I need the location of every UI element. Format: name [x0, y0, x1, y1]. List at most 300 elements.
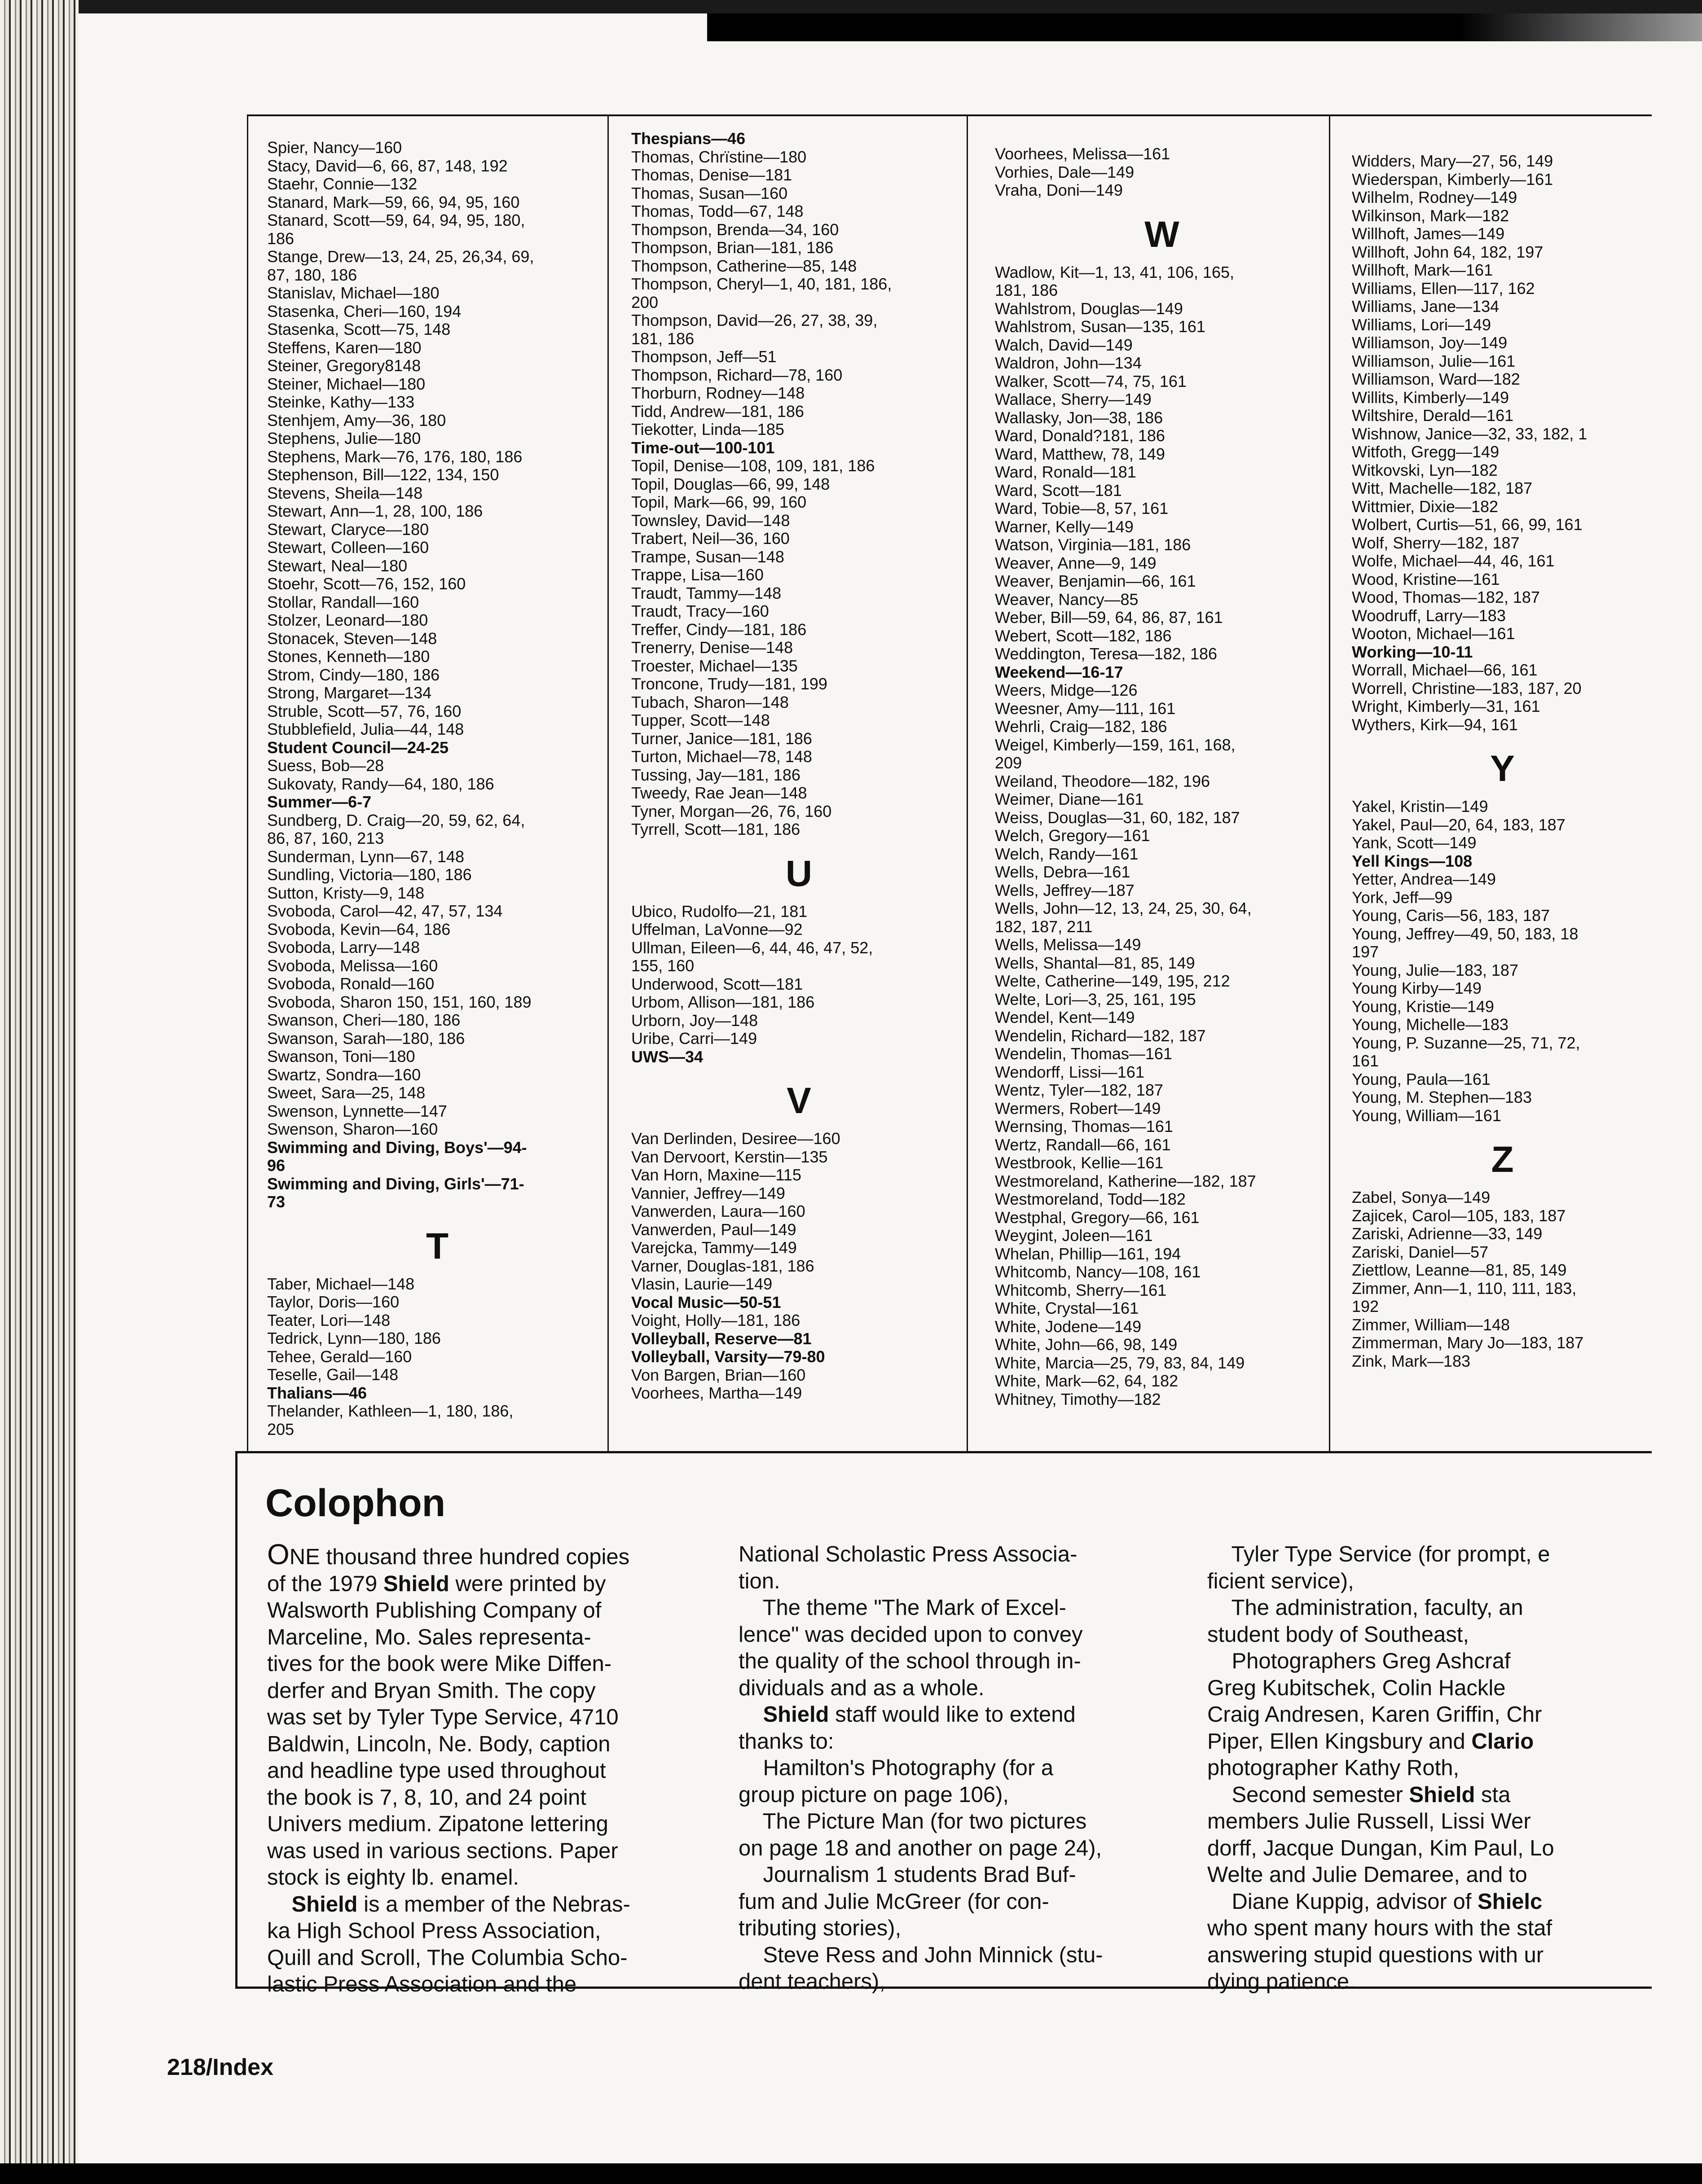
colophon-text: the book is 7, 8, 10, and 24 point [267, 1785, 587, 1810]
index-entry: Zimmerman, Mary Jo—183, 187 [1352, 1333, 1584, 1352]
index-entry: Whitcomb, Nancy—108, 161 [995, 1263, 1201, 1281]
colophon-text: Greg Kubitschek, Colin Hackle [1207, 1675, 1506, 1700]
colophon-line [267, 1678, 630, 1705]
index-entry: Ubico, Rudolfo—21, 181 [631, 902, 808, 921]
index-entry: Thelander, Kathleen—1, 180, 186, [267, 1402, 514, 1420]
index-entry: Young, Michelle—183 [1352, 1015, 1508, 1034]
index-entry: Wiederspan, Kimberly—161 [1352, 170, 1553, 189]
index-entry: Stollar, Randall—160 [267, 592, 419, 611]
colophon-line [1207, 1889, 1652, 1916]
index-entry: Wells, Debra—161 [995, 863, 1130, 881]
index-entry: York, Jeff—99 [1352, 888, 1453, 907]
index-entry: Urbom, Allison—181, 186 [631, 993, 815, 1011]
index-entry: Ward, Matthew, 78, 149 [995, 444, 1165, 463]
index-entry: Vorhies, Dale—149 [995, 162, 1135, 181]
colophon-column-1 [267, 1538, 630, 1998]
index-entry: Swartz, Sondra—160 [267, 1065, 421, 1084]
index-entry: Welte, Lori—3, 25, 161, 195 [995, 990, 1196, 1009]
index-entry: Wadlow, Kit—1, 13, 41, 106, 165, [995, 263, 1234, 281]
index-entry: Zariski, Daniel—57 [1352, 1242, 1489, 1261]
index-entry: Wythers, Kirk—94, 161 [1352, 715, 1518, 734]
index-entry: Swenson, Sharon—160 [267, 1120, 438, 1138]
index-entry: Westphal, Gregory—66, 161 [995, 1208, 1200, 1227]
top-edge-shadow [707, 13, 1702, 41]
index-entry: Topil, Mark—66, 99, 160 [631, 493, 807, 511]
colophon-line [1207, 1728, 1652, 1755]
colophon-line [267, 1918, 630, 1945]
index-entry: Ullman, Eileen—6, 44, 46, 47, 52, [631, 938, 873, 957]
index-entry: Stephens, Julie—180 [267, 429, 421, 447]
index-entry: Thorburn, Rodney—148 [631, 384, 805, 402]
colophon-line [1207, 1702, 1652, 1728]
index-entry: Westmoreland, Todd—182 [995, 1190, 1186, 1208]
colophon-line [739, 1702, 1103, 1728]
index-entry: Thompson, Richard—78, 160 [631, 365, 843, 384]
colophon-line [267, 1945, 630, 1972]
index-entry: Wood, Kristine—161 [1352, 570, 1500, 588]
colophon-text: was used in various sections. Paper [267, 1838, 618, 1863]
colophon-text: was set by Tyler Type Service, 4710 [267, 1705, 619, 1729]
colophon-line [267, 1864, 630, 1891]
index-entry: Wright, Kimberly—31, 161 [1352, 697, 1540, 715]
index-entry: Wertz, Randall—66, 161 [995, 1135, 1171, 1154]
index-entry: Wolbert, Curtis—51, 66, 99, 161 [1352, 515, 1583, 534]
index-entry: Zink, Mark—183 [1352, 1351, 1471, 1370]
index-entry: Woodruff, Larry—183 [1352, 606, 1506, 625]
index-topic-entry: Working—10-11 [1352, 642, 1473, 661]
index-entry: Thompson, David—26, 27, 38, 39, [631, 311, 878, 329]
index-entry: Uribe, Carri—149 [631, 1029, 757, 1048]
index-entry: Weddington, Teresa—182, 186 [995, 645, 1218, 663]
index-entry: Stones, Kenneth—180 [267, 647, 430, 666]
index-entry: Stubblefield, Julia—44, 148 [267, 720, 464, 738]
index-entry: Varner, Douglas-181, 186 [631, 1256, 814, 1275]
colophon-text: is a member of the Nebras- [357, 1892, 630, 1916]
index-entry: Tehee, Gerald—160 [267, 1347, 412, 1366]
index-entry: Swanson, Sarah—180, 186 [267, 1029, 465, 1048]
colophon-line [267, 1838, 630, 1865]
index-entry: Turton, Michael—78, 148 [631, 747, 812, 766]
colophon-line [739, 1728, 1103, 1755]
index-entry: Willhoft, Mark—161 [1352, 261, 1493, 279]
index-entry: Teselle, Gail—148 [267, 1365, 399, 1384]
colophon-line [1207, 1942, 1652, 1969]
index-entry: Welte, Catherine—149, 195, 212 [995, 972, 1230, 990]
index-entry: Williams, Ellen—117, 162 [1352, 279, 1535, 298]
index-entry: Waldron, John—134 [995, 354, 1142, 372]
index-entry: Welch, Gregory—161 [995, 826, 1150, 845]
index-entry: Thompson, Brian—181, 186 [631, 238, 834, 257]
colophon-text: National Scholastic Press Associa- [739, 1542, 1077, 1566]
colophon-line [1207, 1969, 1652, 1995]
index-column-2 [609, 116, 968, 1452]
colophon-text: The theme "The Mark of Excel- [739, 1596, 1066, 1620]
index-entry: Troester, Michael—135 [631, 656, 798, 675]
index-entry: Spier, Nancy—160 [267, 138, 402, 157]
index-entry: Wahlstrom, Douglas—149 [995, 299, 1183, 318]
index-entry: 155, 160 [631, 956, 695, 975]
index-entry: Wendorff, Lissi—161 [995, 1062, 1144, 1081]
index-entry: Worrall, Michael—66, 161 [1352, 661, 1538, 679]
index-entry: Young, Julie—183, 187 [1352, 960, 1518, 979]
index-entry: Weygint, Joleen—161 [995, 1226, 1153, 1245]
index-entry: Stewart, Ann—1, 28, 100, 186 [267, 502, 483, 520]
index-letter-heading: T [426, 1225, 449, 1267]
index-letter-heading: V [787, 1080, 811, 1121]
index-entry: Tedrick, Lynn—180, 186 [267, 1329, 441, 1347]
colophon-text: the quality of the school through in- [739, 1649, 1081, 1673]
index-entry: Young, M. Stephen—183 [1352, 1088, 1532, 1106]
index-entry: Zabel, Sonya—149 [1352, 1188, 1491, 1206]
colophon-text: lastic Press Association and the [267, 1972, 577, 1996]
colophon-text: NE thousand three hundred copies [289, 1545, 630, 1569]
index-entry: Stephenson, Bill—122, 134, 150 [267, 465, 499, 484]
index-entry: Wells, Melissa—149 [995, 935, 1141, 954]
index-entry: Tupper, Scott—148 [631, 711, 770, 729]
colophon-text: Craig Andresen, Karen Griffin, Chr [1207, 1702, 1542, 1727]
index-entry: 182, 187, 211 [995, 917, 1093, 936]
index-entry: Wells, Shantal—81, 85, 149 [995, 953, 1195, 972]
index-entry: Taylor, Doris—160 [267, 1293, 400, 1311]
colophon-text: Journalism 1 students Brad Buf- [739, 1863, 1076, 1887]
index-column-1 [248, 116, 609, 1452]
index-entry: Willhoft, John 64, 182, 197 [1352, 242, 1544, 261]
index-entry: Strong, Margaret—134 [267, 684, 432, 702]
colophon-line [1207, 1835, 1652, 1862]
index-entry: Welch, Randy—161 [995, 844, 1139, 863]
index-entry: Weimer, Diane—161 [995, 790, 1144, 808]
index-entry: Walch, David—149 [995, 335, 1133, 354]
index-entry: Whelan, Phillip—161, 194 [995, 1244, 1181, 1263]
index-entry: Weesner, Amy—111, 161 [995, 699, 1176, 718]
index-entry: Traudt, Tammy—148 [631, 583, 782, 602]
index-entry: Stacy, David—6, 66, 87, 148, 192 [267, 156, 508, 175]
index-entry: Wells, John—12, 13, 24, 25, 30, 64, [995, 899, 1252, 917]
index-entry: 192 [1352, 1297, 1379, 1316]
index-entry: Wallasky, Jon—38, 186 [995, 408, 1163, 427]
index-topic-entry: Volleyball, Varsity—79-80 [631, 1347, 825, 1366]
index-entry: Williamson, Julie—161 [1352, 351, 1516, 370]
index-entry: Witt, Machelle—182, 187 [1352, 479, 1533, 497]
index-entry: Swanson, Cheri—180, 186 [267, 1011, 461, 1029]
colophon-text: lence" was decided upon to convey [739, 1622, 1083, 1647]
index-entry: Von Bargen, Brian—160 [631, 1365, 806, 1384]
index-entry: Steiner, Gregory8148 [267, 356, 421, 375]
index-entry: 209 [995, 754, 1022, 772]
index-entry: Stoehr, Scott—76, 152, 160 [267, 575, 466, 593]
index-entry: Svoboda, Melissa—160 [267, 956, 438, 975]
index-entry: Van Horn, Maxine—115 [631, 1166, 801, 1184]
index-topic-entry: Swimming and Diving, Boys'—94- [267, 1138, 527, 1157]
index-entry: Weiss, Douglas—31, 60, 182, 187 [995, 808, 1240, 827]
index-entry: Wiltshire, Derald—161 [1352, 406, 1514, 425]
index-entry: Willits, Kimberly—149 [1352, 388, 1509, 407]
index-letter-heading: Z [1491, 1139, 1514, 1180]
colophon-line [267, 1704, 630, 1731]
index-entry: Vannier, Jeffrey—149 [631, 1184, 785, 1202]
index-entry: Sundling, Victoria—180, 186 [267, 865, 472, 884]
bottom-edge-shadow [0, 2163, 1702, 2184]
index-entry: Strom, Cindy—180, 186 [267, 665, 440, 684]
colophon-text: O [267, 1538, 290, 1570]
index-entry: Thomas, Susan—160 [631, 184, 788, 202]
index-entry: Wendelin, Thomas—161 [995, 1044, 1172, 1063]
index-entry: Walker, Scott—74, 75, 161 [995, 372, 1187, 390]
colophon-text: Photographers Greg Ashcraf [1207, 1649, 1511, 1673]
colophon-text: sta [1475, 1782, 1511, 1807]
index-topic-entry: Thespians—46 [631, 129, 746, 148]
index-entry: Williamson, Joy—149 [1352, 333, 1508, 352]
index-entry: Weers, Midge—126 [995, 681, 1138, 699]
colophon-line [1207, 1862, 1652, 1889]
colophon-line [267, 1597, 630, 1624]
index-entry: Stonacek, Steven—148 [267, 629, 437, 648]
colophon-line [267, 1758, 630, 1785]
index-entry: Svoboda, Larry—148 [267, 938, 420, 956]
index-entry: Vanwerden, Paul—149 [631, 1220, 796, 1239]
index-entry: Stevens, Sheila—148 [267, 483, 423, 502]
index-entry: 161 [1352, 1052, 1379, 1070]
page-footer: 218/Index [167, 2054, 274, 2080]
colophon-line [1207, 1622, 1652, 1649]
index-entry: Young, Jeffrey—49, 50, 183, 18 [1352, 924, 1579, 943]
colophon-text: answering stupid questions with ur [1207, 1943, 1544, 1967]
colophon-line [739, 1541, 1103, 1568]
index-column-3 [968, 116, 1330, 1452]
colophon-text: dividuals and as a whole. [739, 1675, 985, 1700]
index-entry: White, Mark—62, 64, 182 [995, 1372, 1179, 1390]
colophon-bold-text: Shield [1409, 1782, 1475, 1807]
index-entry: Young Kirby—149 [1352, 979, 1482, 997]
colophon-line [739, 1675, 1103, 1702]
colophon-text: dent teachers), [739, 1969, 885, 1994]
index-entry: Wooton, Michael—161 [1352, 624, 1515, 643]
index-entry: Wendelin, Richard—182, 187 [995, 1026, 1206, 1045]
index-entry: Svoboda, Carol—42, 47, 57, 134 [267, 902, 503, 920]
index-entry: Underwood, Scott—181 [631, 974, 803, 993]
colophon-text: group picture on page 106), [739, 1782, 1009, 1807]
colophon-line [267, 1731, 630, 1758]
index-entry: Trappe, Lisa—160 [631, 566, 764, 584]
index-entry: Stewart, Neal—180 [267, 556, 408, 575]
index-entry: Tyrrell, Scott—181, 186 [631, 820, 800, 838]
index-entry: Ward, Donald?181, 186 [995, 426, 1165, 445]
index-entry: Trabert, Neil—36, 160 [631, 529, 790, 548]
index-entry: 186 [267, 229, 295, 248]
colophon-bold-text: Clario [1471, 1729, 1534, 1754]
index-entry: Voorhees, Melissa—161 [995, 145, 1170, 163]
index-entry: Staehr, Connie—132 [267, 175, 418, 193]
book-spine-edge [0, 0, 79, 2184]
index-entry: Whitcomb, Sherry—161 [995, 1281, 1167, 1299]
index-entry: Townsley, David—148 [631, 511, 790, 530]
colophon-bold-text: Shielc [1477, 1889, 1543, 1914]
index-entry: Tidd, Andrew—181, 186 [631, 402, 804, 421]
index-entry: Topil, Douglas—66, 99, 148 [631, 474, 830, 493]
colophon-text: tion. [739, 1569, 780, 1593]
colophon-line [739, 1568, 1103, 1595]
index-entry: Stephens, Mark—76, 176, 180, 186 [267, 447, 523, 466]
index-entry: Struble, Scott—57, 76, 160 [267, 702, 462, 720]
index-entry: White, Crystal—161 [995, 1299, 1139, 1317]
index-entry: Treffer, Cindy—181, 186 [631, 620, 807, 639]
colophon-line [739, 1862, 1103, 1889]
index-entry: Wittmier, Dixie—182 [1352, 497, 1499, 516]
index-entry: Wallace, Sherry—149 [995, 390, 1152, 408]
index-entry: Young, William—161 [1352, 1106, 1501, 1125]
colophon-line [1207, 1808, 1652, 1835]
index-topic-entry: Thalians—46 [267, 1383, 367, 1402]
index-entry: Thomas, Chrïstine—180 [631, 147, 807, 166]
index-entry: Weber, Bill—59, 64, 86, 87, 161 [995, 608, 1223, 627]
colophon-text: were printed by [449, 1571, 606, 1596]
index-topic-entry: Volleyball, Reserve—81 [631, 1329, 812, 1348]
index-entry: Witkovski, Lyn—182 [1352, 460, 1498, 479]
index-entry: Sweet, Sara—25, 148 [267, 1083, 426, 1102]
index-entry: Vraha, Doni—149 [995, 181, 1123, 199]
colophon-line [1207, 1595, 1652, 1622]
index-entry: Wolfe, Michael—44, 46, 161 [1352, 552, 1555, 570]
index-entry: Tussing, Jay—181, 186 [631, 765, 800, 784]
colophon-text: members Julie Russell, Lissi Wer [1207, 1809, 1531, 1833]
index-topic-entry: Yell Kings—108 [1352, 851, 1473, 870]
index-topic-entry: Student Council—24-25 [267, 738, 449, 757]
index-entry: Thompson, Jeff—51 [631, 347, 777, 366]
index-entry: Svoboda, Sharon 150, 151, 160, 189 [267, 992, 532, 1011]
colophon-text: photographer Kathy Roth, [1207, 1756, 1460, 1780]
index-letter-heading: U [785, 853, 813, 894]
index-entry: Troncone, Trudy—181, 199 [631, 675, 827, 693]
index-entry: 200 [631, 293, 659, 311]
colophon-text: Walsworth Publishing Company of [267, 1598, 602, 1623]
index-entry: Tubach, Sharon—148 [631, 693, 789, 711]
index-entry: Worrell, Christine—183, 187, 20 [1352, 679, 1582, 697]
colophon-text: Marceline, Mo. Sales representa- [267, 1625, 591, 1649]
index-entry: Stewart, Colleen—160 [267, 538, 429, 557]
colophon-text: Piper, Ellen Kingsbury and [1207, 1729, 1472, 1754]
index-entry: Weiland, Theodore—182, 196 [995, 772, 1210, 790]
colophon-bold-text: Shield [383, 1571, 449, 1596]
index-entry: Topil, Denise—108, 109, 181, 186 [631, 456, 875, 475]
index-entry: Thompson, Cheryl—1, 40, 181, 186, [631, 275, 892, 293]
index-entry: Svoboda, Kevin—64, 186 [267, 920, 451, 939]
index-entry: Steiner, Michael—180 [267, 374, 426, 393]
index-entry: Westmoreland, Katherine—182, 187 [995, 1171, 1256, 1190]
index-topic-entry: 96 [267, 1156, 286, 1175]
index-entry: Williams, Lori—149 [1352, 315, 1491, 334]
index-entry: Teater, Lori—148 [267, 1311, 391, 1329]
index-topic-entry: Vocal Music—50-51 [631, 1293, 781, 1311]
index-entry: Wishnow, Janice—32, 33, 182, 1 [1352, 424, 1588, 443]
colophon-text: dying patience. [1207, 1969, 1355, 1994]
colophon-line [1207, 1568, 1652, 1595]
index-entry: Thompson, Catherine—85, 148 [631, 256, 857, 275]
index-section [247, 114, 1652, 1453]
colophon-line [739, 1808, 1103, 1835]
index-entry: Stasenka, Cheri—160, 194 [267, 302, 462, 320]
index-entry: Van Derlinden, Desiree—160 [631, 1129, 840, 1148]
index-entry: Wernsing, Thomas—161 [995, 1117, 1173, 1136]
index-entry: Young, Kristie—149 [1352, 997, 1494, 1016]
colophon-text: ka High School Press Association, [267, 1919, 601, 1943]
index-topic-entry: Summer—6-7 [267, 793, 372, 811]
index-entry: Ziettlow, Leanne—81, 85, 149 [1352, 1261, 1567, 1279]
index-entry: Stange, Drew—13, 24, 25, 26,34, 69, [267, 247, 534, 266]
colophon-line [267, 1651, 630, 1678]
colophon-line [1207, 1782, 1652, 1809]
index-entry: Stasenka, Scott—75, 148 [267, 320, 451, 338]
index-entry: Young, P. Suzanne—25, 71, 72, [1352, 1033, 1580, 1052]
colophon-line [739, 1915, 1103, 1942]
colophon-text: ficient service), [1207, 1569, 1354, 1593]
index-entry: Tiekotter, Linda—185 [631, 420, 784, 439]
colophon-line [1207, 1755, 1652, 1782]
index-entry: Trenerry, Denise—148 [631, 638, 793, 657]
colophon-line [267, 1538, 630, 1571]
index-entry: Thomas, Todd—67, 148 [631, 202, 804, 220]
colophon-line [739, 1889, 1103, 1916]
index-entry: Zimmer, Ann—1, 110, 111, 183, [1352, 1279, 1577, 1298]
colophon-line [1207, 1675, 1652, 1702]
index-entry: 197 [1352, 943, 1379, 961]
colophon-text [739, 1702, 763, 1727]
colophon-text: Tyler Type Service (for prompt, e [1207, 1542, 1550, 1566]
colophon-line [267, 1971, 630, 1998]
index-entry: Wells, Jeffrey—187 [995, 881, 1135, 899]
colophon-text: The Picture Man (for two pictures [739, 1809, 1087, 1833]
colophon-text: on page 18 and another on page 24), [739, 1836, 1102, 1860]
index-entry: Westbrook, Kellie—161 [995, 1153, 1164, 1172]
index-entry: Whitney, Timothy—182 [995, 1390, 1161, 1408]
index-entry: Ward, Ronald—181 [995, 463, 1136, 481]
index-entry: Urborn, Joy—148 [631, 1011, 758, 1030]
index-entry: Webert, Scott—182, 186 [995, 626, 1172, 645]
index-entry: Turner, Janice—181, 186 [631, 729, 812, 748]
index-entry: Wahlstrom, Susan—135, 161 [995, 317, 1205, 336]
index-entry: Vanwerden, Laura—160 [631, 1202, 805, 1220]
index-entry: Sunderman, Lynn—67, 148 [267, 847, 464, 866]
colophon-line [739, 1622, 1103, 1649]
index-entry: Stenhjem, Amy—36, 180 [267, 411, 446, 430]
index-entry: Weaver, Nancy—85 [995, 590, 1139, 609]
colophon-line [267, 1811, 630, 1838]
index-entry: Zimmer, William—148 [1352, 1315, 1510, 1334]
index-entry: Wentz, Tyler—182, 187 [995, 1081, 1163, 1099]
colophon-line [739, 1755, 1103, 1782]
colophon-line [739, 1648, 1103, 1675]
index-entry: Swenson, Lynnette—147 [267, 1101, 447, 1120]
colophon-text: derfer and Bryan Smith. The copy [267, 1678, 596, 1703]
index-entry: Stewart, Claryce—180 [267, 520, 429, 539]
index-entry: White, John—66, 98, 149 [995, 1335, 1178, 1354]
index-entry: Suess, Bob—28 [267, 756, 384, 775]
index-entry: Trampe, Susan—148 [631, 547, 784, 566]
index-entry: Stanislav, Michael—180 [267, 284, 440, 302]
colophon-text: Hamilton's Photography (for a [739, 1756, 1054, 1780]
colophon-line [1207, 1541, 1652, 1568]
colophon-text: Second semester [1207, 1782, 1409, 1807]
colophon-bold-text: Shield [763, 1702, 829, 1727]
colophon-text: and headline type used throughout [267, 1759, 606, 1783]
index-topic-entry: Weekend—16-17 [995, 662, 1123, 681]
index-entry: Widders, Mary—27, 56, 149 [1352, 152, 1553, 170]
index-entry: Zajicek, Carol—105, 183, 187 [1352, 1206, 1566, 1225]
index-entry: Steinke, Kathy—133 [267, 393, 415, 411]
index-entry: Weaver, Anne—9, 149 [995, 553, 1157, 572]
index-entry: Stanard, Scott—59, 64, 94, 95, 180, [267, 211, 525, 229]
index-entry: Wolf, Sherry—182, 187 [1352, 533, 1520, 552]
index-entry: Williams, Jane—134 [1352, 297, 1500, 316]
